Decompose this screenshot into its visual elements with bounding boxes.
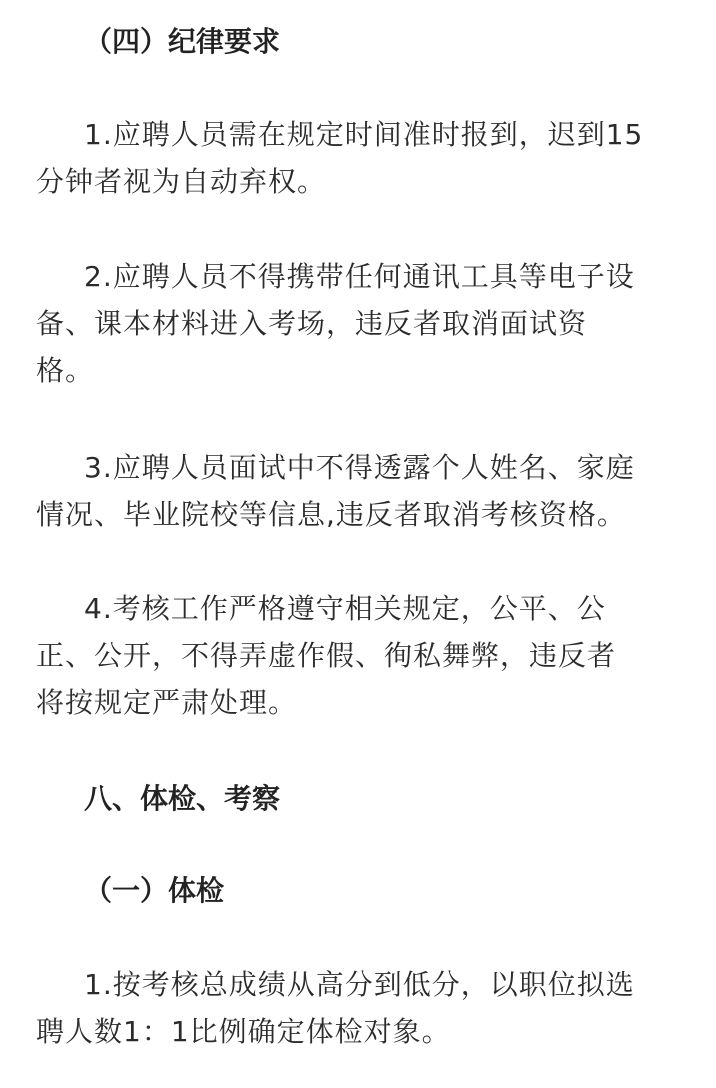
rule-2-line-3: 格。 (36, 354, 95, 387)
discipline-heading: （四）纪律要求 (84, 25, 281, 58)
rule-1-paragraph (36, 111, 684, 205)
rule-4-line-1: 4.考核工作严格遵守相关规定，公平、公 (84, 592, 606, 625)
physical-1-line-2: 聘人数1：1比例确定体检对象。 (36, 1015, 451, 1048)
rule-1-line-2: 分钟者视为自动弃权。 (36, 165, 327, 198)
rule-3-paragraph (36, 444, 684, 538)
physical-1-paragraph (36, 961, 684, 1055)
section-8-heading: 八、体检、考察 (84, 782, 281, 815)
rule-2-line-2: 备、课本材料进入考场，违反者取消面试资 (36, 307, 588, 340)
rule-3-line-2: 情况、毕业院校等信息,违反者取消考核资格。 (36, 498, 626, 531)
physical-1-line-1: 1.按考核总成绩从高分到低分，以职位拟选 (84, 968, 635, 1001)
rule-3-line-1: 3.应聘人员面试中不得透露个人姓名、家庭 (84, 451, 635, 484)
rule-2-line-1: 2.应聘人员不得携带任何通讯工具等电子设 (84, 260, 635, 293)
rule-4-paragraph (36, 585, 684, 726)
rule-4-line-3: 将按规定严肃处理。 (36, 686, 298, 719)
physical-exam-heading: （一）体检 (84, 874, 225, 907)
rule-1-line-1: 1.应聘人员需在规定时间准时报到，迟到15 (84, 118, 644, 151)
rule-2-paragraph (36, 253, 684, 394)
rule-4-line-2: 正、公开，不得弄虚作假、徇私舞弊，违反者 (36, 639, 617, 672)
